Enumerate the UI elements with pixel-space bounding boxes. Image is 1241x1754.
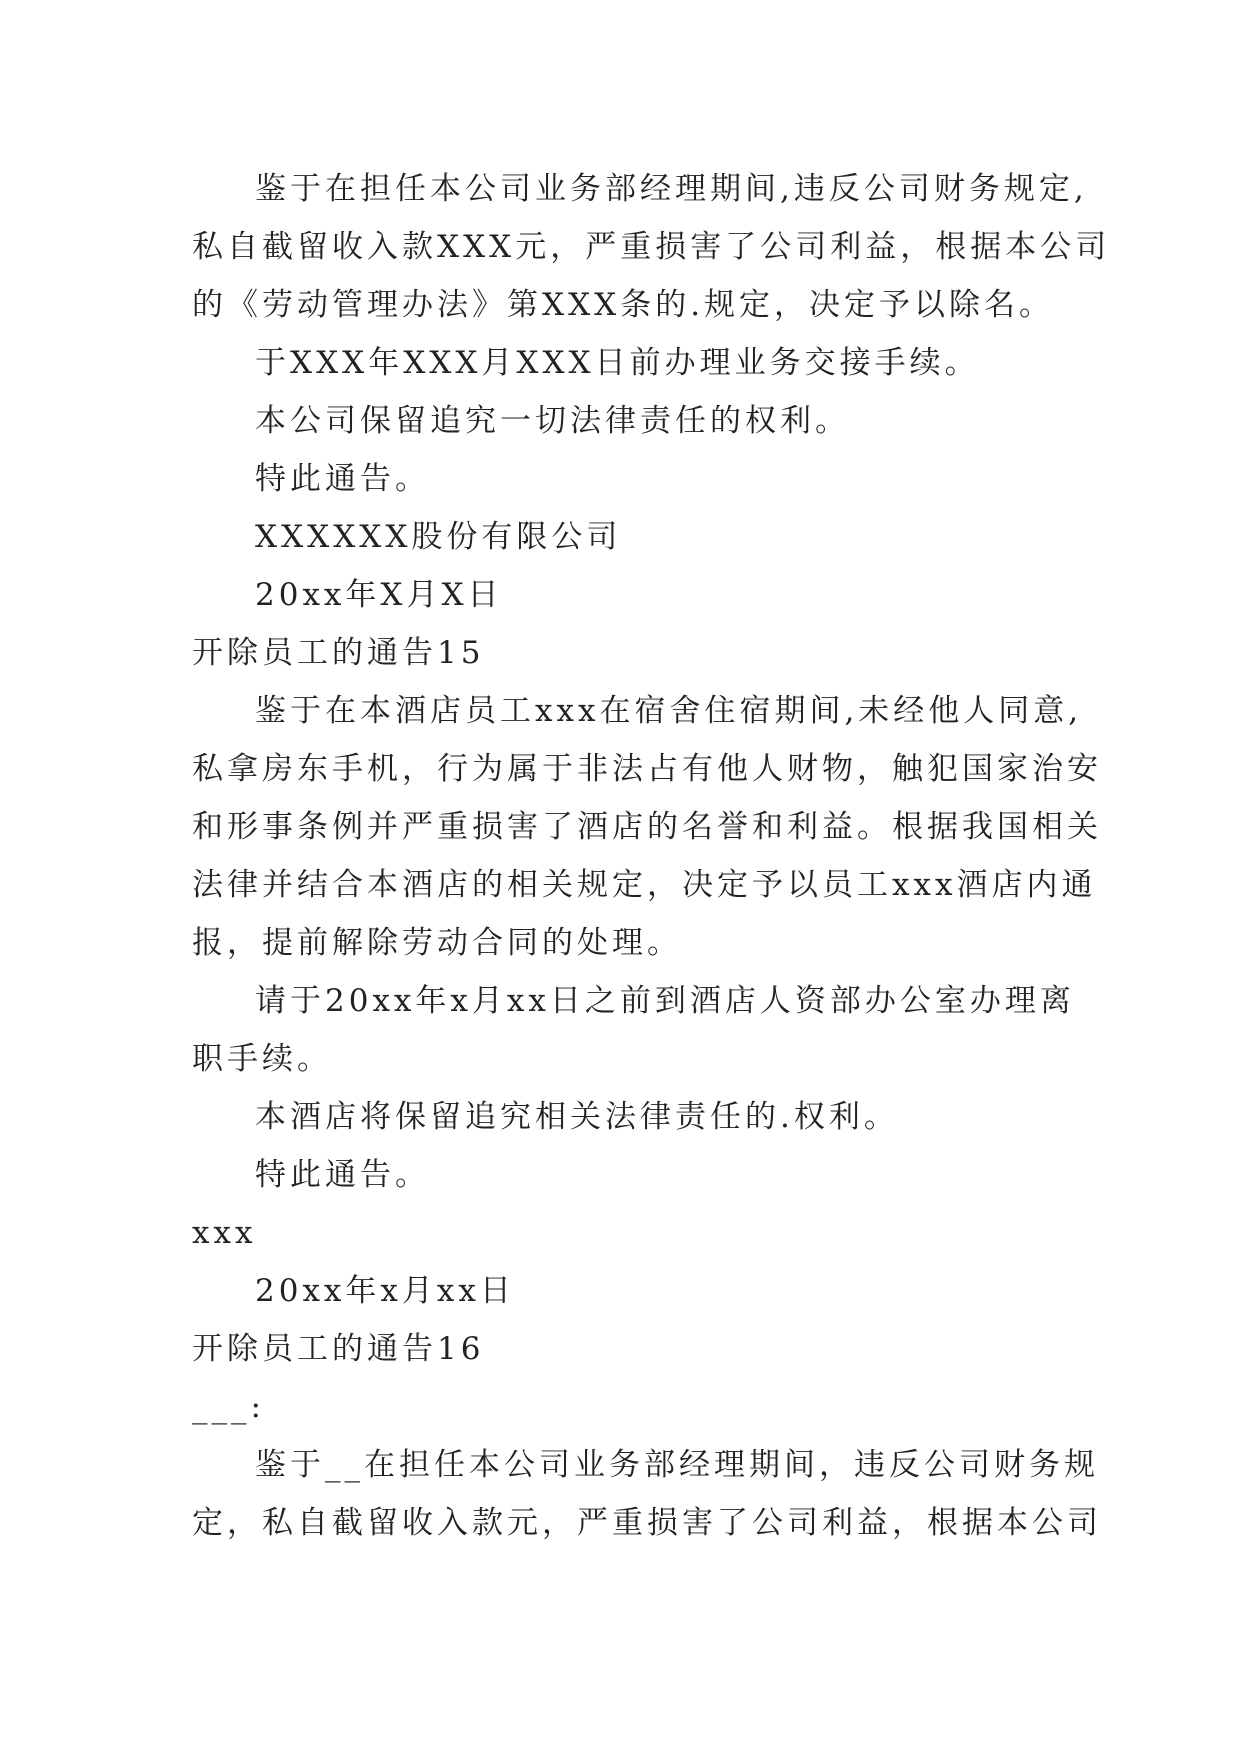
paragraph-line: 职手续。 [192, 1041, 332, 1077]
paragraph-line: 的《劳动管理办法》第XXX条的.规定，决定予以除名。 [192, 287, 1055, 323]
paragraph-line: 于XXX年XXX月XXX日前办理业务交接手续。 [255, 345, 980, 381]
paragraph-line: 私拿房东手机，行为属于非法占有他人财物，触犯国家治安 [192, 751, 1102, 787]
paragraph-line: 鉴于在担任本公司业务部经理期间,违反公司财务规定, [255, 171, 1088, 207]
signature-date: 20xx年X月X日 [255, 577, 503, 613]
salutation-line: ___: [192, 1389, 265, 1425]
section-heading: 开除员工的通告16 [192, 1331, 485, 1367]
closing-line: 特此通告。 [255, 461, 430, 497]
signature-company: XXXXXX股份有限公司 [255, 519, 622, 555]
paragraph-line: 和形事条例并严重损害了酒店的名誉和利益。根据我国相关 [192, 809, 1102, 845]
paragraph-line: 鉴于在本酒店员工xxx在宿舍住宿期间,未经他人同意, [255, 693, 1083, 729]
paragraph-line: 请于20xx年x月xx日之前到酒店人资部办公室办理离 [255, 983, 1075, 1019]
signature-date: 20xx年x月xx日 [255, 1273, 515, 1309]
paragraph-line: 报，提前解除劳动合同的处理。 [192, 925, 682, 961]
paragraph-line: 私自截留收入款XXX元，严重损害了公司利益，根据本公司 [192, 229, 1111, 265]
paragraph-line: 法律并结合本酒店的相关规定，决定予以员工xxx酒店内通 [192, 867, 1097, 903]
section-heading: 开除员工的通告15 [192, 635, 485, 671]
closing-line: 特此通告。 [255, 1157, 430, 1193]
paragraph-line: 本酒店将保留追究相关法律责任的.权利。 [255, 1099, 899, 1135]
paragraph-line: 定，私自截留收入款元，严重损害了公司利益，根据本公司 [192, 1505, 1102, 1541]
paragraph-line: 本公司保留追究一切法律责任的权利。 [255, 403, 850, 439]
signature-name: xxx [192, 1215, 257, 1251]
paragraph-line: 鉴于__在担任本公司业务部经理期间，违反公司财务规 [255, 1447, 1099, 1483]
